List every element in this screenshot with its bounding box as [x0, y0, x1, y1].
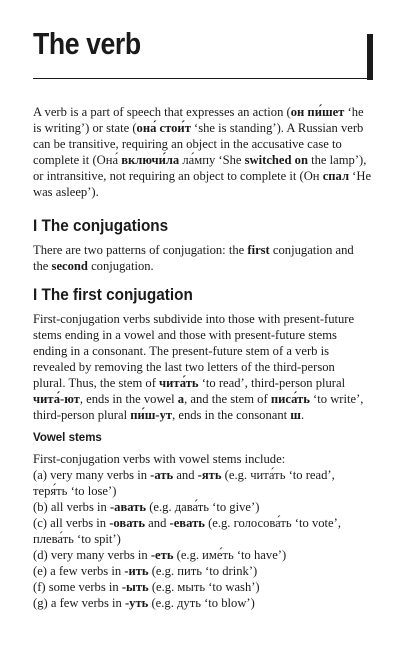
- bold-term: чита́ть: [159, 376, 199, 390]
- text-line: There are two patterns of conjugation: the first conjugation and: [33, 243, 354, 257]
- bold-term: -ыть: [121, 580, 149, 594]
- first-conjugation-paragraph: [33, 311, 378, 423]
- bold-term: спал: [322, 169, 350, 183]
- bold-term: чита́-ют: [33, 392, 80, 406]
- bold-term: -евать: [169, 516, 205, 530]
- first-conjugation-heading: I The first conjugation: [33, 285, 193, 304]
- bold-term: включи́ла: [121, 153, 180, 167]
- vowel-stems-heading: Vowel stems: [33, 432, 102, 444]
- bold-term: -ать: [150, 468, 174, 482]
- text-line: (e) a few verbs in -ить (e.g. пить ‘to drink’): [33, 564, 258, 578]
- bold-term: switched on: [244, 153, 308, 167]
- text-line: плева́ть ‘to spit’): [33, 532, 121, 546]
- text-line: revealed by removing the last two letters of the third-person: [33, 360, 335, 374]
- intro-paragraph: [33, 104, 378, 200]
- text-line: ending in a consonant. The present-future stem of a verb is: [33, 344, 329, 358]
- bold-term: -ять: [197, 468, 222, 482]
- bold-term: он пи́шет: [290, 105, 345, 119]
- text-line: First-conjugation verbs with vowel stems include:: [33, 452, 286, 466]
- text-line: third-person plural пи́ш-ут, ends in the consonant ш.: [33, 408, 305, 422]
- text-line: (b) all verbs in -авать (e.g. дава́ть ‘to give’): [33, 500, 260, 514]
- bold-term: она́ стои́т: [136, 121, 191, 135]
- bold-term: second: [51, 259, 88, 273]
- text-line: is writing’) or state (она́ стои́т ‘she is standing’). A Russian verb: [33, 121, 364, 135]
- conjugations-heading: I The conjugations: [33, 216, 169, 235]
- text-line: (d) very many verbs in -еть (e.g. име́ть ‘to have’): [33, 548, 287, 562]
- bold-term: -овать: [109, 516, 146, 530]
- text-line: plural. Thus, the stem of чита́ть ‘to read’, third-person plural: [33, 376, 346, 390]
- text-line: чита́-ют, ends in the vowel а, and the stem of писа́ть ‘to write’,: [33, 392, 364, 406]
- text-line: (f) some verbs in -ыть (e.g. мыть ‘to wash’): [33, 580, 260, 594]
- bold-term: пи́ш-ут: [130, 408, 173, 422]
- bold-term: -уть: [124, 596, 149, 610]
- text-line: (g) a few verbs in -уть (e.g. дуть ‘to blow’): [33, 596, 255, 610]
- text-line: A verb is a part of speech that expresses an action (он пи́шет ‘he: [33, 105, 364, 119]
- conjugations-paragraph: [33, 242, 378, 274]
- bold-term: -еть: [150, 548, 174, 562]
- text-line: or intransitive, not requiring an object to complete it (Он спал ‘He: [33, 169, 372, 183]
- text-line: First-conjugation verbs subdivide into those with present-future: [33, 312, 355, 326]
- bold-term: -авать: [109, 500, 147, 514]
- bold-term: а: [177, 392, 185, 406]
- text-line: the second conjugation.: [33, 259, 154, 273]
- text-line: can be transitive, requiring an object in the accusative case to: [33, 137, 342, 151]
- title-rule: [33, 78, 373, 79]
- text-line: was asleep’).: [33, 185, 99, 199]
- chapter-title: The verb: [33, 26, 141, 61]
- text-line: stems ending in a vowel and those with present-future stems: [33, 328, 337, 342]
- title-thumb-bar: [367, 34, 373, 80]
- bold-term: -ить: [124, 564, 149, 578]
- vowel-stems-list: [33, 451, 378, 611]
- bold-term: ш: [290, 408, 301, 422]
- bold-term: first: [247, 243, 270, 257]
- text-line: теря́ть ‘to lose’): [33, 484, 117, 498]
- bold-term: писа́ть: [270, 392, 310, 406]
- text-line: (c) all verbs in -овать and -евать (e.g. голосова́ть ‘to vote’,: [33, 516, 341, 530]
- text-line: (a) very many verbs in -ать and -ять (e.g. чита́ть ‘to read’,: [33, 468, 335, 482]
- text-line: complete it (Она́ включи́ла ла́мпу ‘She switched on the lamp’),: [33, 153, 367, 167]
